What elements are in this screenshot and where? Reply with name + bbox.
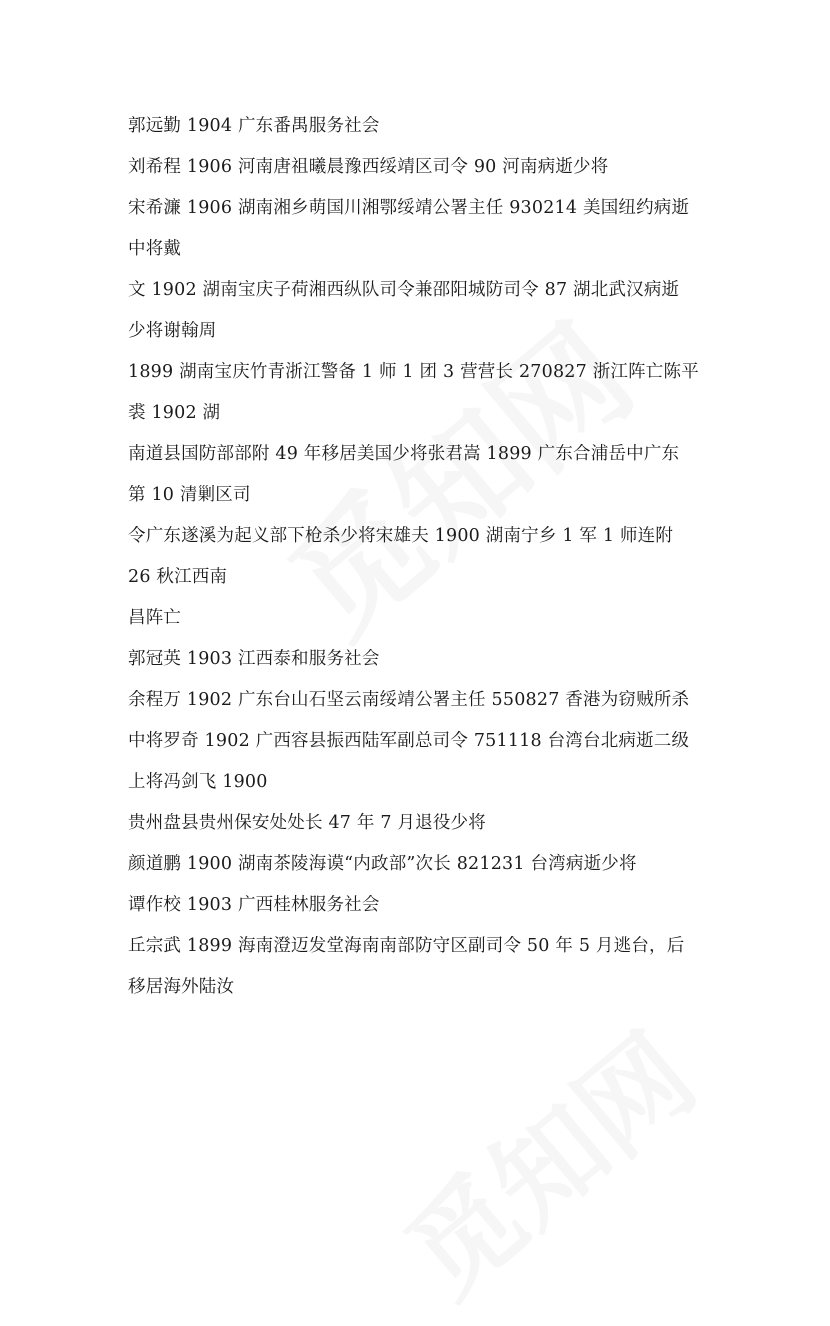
text-line: 上将冯剑飞 1900 — [128, 772, 268, 792]
text-line: 贵州盘县贵州保安处处长 47 年 7 月退役少将 — [128, 813, 486, 833]
text-line: 宋希濂 1906 湖南湘乡萌国川湘鄂绥靖公署主任 930214 美国纽约病逝 — [128, 198, 690, 218]
text-line: 南道县国防部部附 49 年移居美国少将张君嵩 1899 广东合浦岳中广东 — [128, 444, 680, 464]
text-line: 第 10 清剿区司 — [128, 485, 251, 505]
text-line: 令广东遂溪为起义部下枪杀少将宋雄夫 1900 湖南宁乡 1 军 1 师连附 — [128, 526, 674, 546]
text-line: 移居海外陆汝 — [128, 977, 235, 997]
text-line: 谭作校 1903 广西桂林服务社会 — [128, 895, 380, 915]
text-line: 裘 1902 湖 — [128, 403, 221, 423]
text-line: 中将罗奇 1902 广西容县振西陆军副总司令 751118 台湾台北病逝二级 — [128, 731, 690, 751]
text-line: 刘希程 1906 河南唐祖曦晨豫西绥靖区司令 90 河南病逝少将 — [128, 157, 609, 177]
text-line: 郭远勤 1904 广东番禺服务社会 — [128, 116, 380, 136]
text-line: 26 秋江西南 — [128, 567, 228, 587]
document-body — [128, 106, 718, 1008]
text-line: 少将谢翰周 — [128, 321, 217, 341]
watermark-bottom — [368, 992, 722, 1325]
text-line: 中将戴 — [128, 239, 182, 259]
text-line: 余程万 1902 广东台山石坚云南绥靖公署主任 550827 香港为窃贼所杀 — [128, 690, 690, 710]
text-line: 1899 湖南宝庆竹青浙江警备 1 师 1 团 3 营营长 270827 浙江阵亡陈平 — [128, 362, 699, 382]
text-line: 文 1902 湖南宝庆子荷湘西纵队司令兼邵阳城防司令 87 湖北武汉病逝 — [128, 280, 680, 300]
text-line: 颜道鹏 1900 湖南茶陵海谟“内政部”次长 821231 台湾病逝少将 — [128, 854, 637, 874]
text-line: 丘宗武 1899 海南澄迈发堂海南南部防守区副司令 50 年 5 月逃台，后 — [128, 936, 685, 956]
text-line: 昌阵亡 — [128, 608, 182, 628]
text-line: 郭冠英 1903 江西泰和服务社会 — [128, 649, 380, 669]
